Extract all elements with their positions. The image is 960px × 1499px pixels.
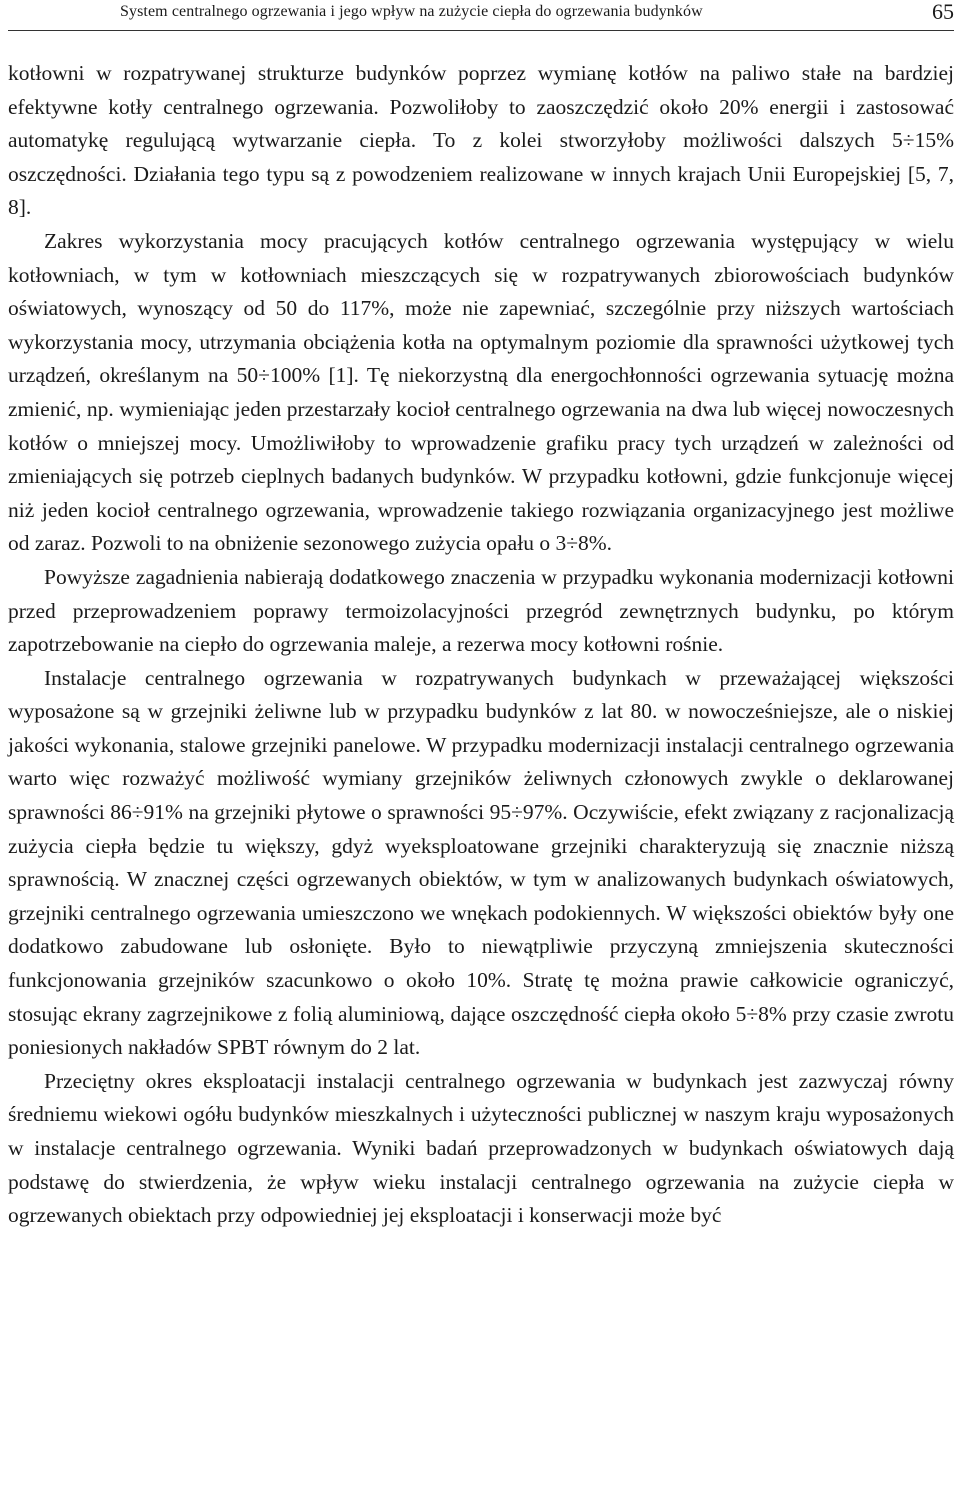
body-text	[8, 57, 954, 1233]
running-title: System centralnego ogrzewania i jego wpływ na zużycie ciepła do ogrzewania budynków	[120, 3, 703, 20]
paragraph-radiators: Instalacje centralnego ogrzewania w rozpatrywanych budynkach w przeważającej większości wyposażone są w grzejniki żeliwne lub w przypadku budynków z lat 80. w nowocześniejsze, ale o niskiej jakości wykonania, stalowe grzejniki panelowe. W przypadku modernizacji instalacji centralnego ogrzewania warto więc rozważyć możliwość wymiany grzejników żeliwnych członowych zwykle o deklarowanej sprawności 86÷91% na grzejniki płytowe o sprawności 95÷97%. Oczywiście, efekt związany z racjonalizacją zużycia ciepła będzie tu większy, gdyż wyeksploatowane grzejniki charakteryzują się znacznie niższą sprawnością. W znacznej części ogrzewanych obiektów, w tym w analizowanych budynkach oświatowych, grzejniki centralnego ogrzewania umieszczono we wnękach podokiennych. W większości obiektów były one dodatkowo zabudowane lub osłonięte. Było to niewątpliwie przyczyną zmniejszenia skuteczności funkcjonowania grzejników szacunkowo o około 10%. Stratę tę można prawie całkowicie ograniczyć, stosując ekrany zagrzejnikowe z folią aluminiową, dające oszczędność ciepła około 5÷8% przy czasie zwrotu poniesionych nakładów SPBT równym do 2 lat.	[8, 665, 954, 1060]
running-header	[8, 0, 954, 31]
paragraph-modernization: Powyższe zagadnienia nabierają dodatkowego znaczenia w przypadku wykonania modernizacji kotłowni przed przeprowadzeniem poprawy termoizolacyjności przegród zewnętrznych budynku, po którym zapotrzebowanie na ciepło do ogrzewania maleje, a rezerwa mocy kotłowni rośnie.	[8, 564, 954, 657]
paragraph-continuation: kotłowni w rozpatrywanej strukturze budynków poprzez wymianę kotłów na paliwo stałe na bardziej efektywne kotły centralnego ogrzewania. Pozwoliłoby to zaoszczędzić około 20% energii i zastosować automatykę regulującą wytwarzanie ciepła. To z kolei stworzyłoby możliwości dalszych 5÷15% oszczędności. Działania tego typu są z powodzeniem realizowane w innych krajach Unii Europejskiej [5, 7, 8].	[8, 61, 954, 220]
paragraph-boiler-capacity: Zakres wykorzystania mocy pracujących kotłów centralnego ogrzewania występujący w wielu kotłowniach, w tym w kotłowniach mieszczących się w rozpatrywanych zbiorowościach budynków oświatowych, wynoszący od 50 do 117%, może nie zapewniać, szczególnie przy niższych wartościach wykorzystania mocy, utrzymania obciążenia kotła na optymalnym poziomie dla sprawności użytkowej tych urządzeń, określanym na 50÷100% [1]. Tę niekorzystną dla energochłonności ogrzewania sytuację można zmienić, np. wymieniając jeden przestarzały kocioł centralnego ogrzewania na dwa lub więcej nowoczesnych kotłów o mniejszej mocy. Umożliwiłoby to wprowadzenie grafiku pracy tych urządzeń w zależności od zmieniających się potrzeb cieplnych badanych budynków. W przypadku kotłowni, gdzie funkcjonuje więcej niż jeden kocioł centralnego ogrzewania, wprowadzenie takiego rozwiązania organizacyjnego jest możliwe od zaraz. Pozwoli to na obniżenie sezonowego zużycia opału o 3÷8%.	[8, 228, 954, 556]
paragraph-service-life: Przeciętny okres eksploatacji instalacji centralnego ogrzewania w budynkach jest zazwyczaj równy średniemu wiekowi ogółu budynków mieszkalnych i użyteczności publicznej w naszym kraju wyposażonych w instalacje centralnego ogrzewania. Wyniki badań przeprowadzonych w budynkach oświatowych dają podstawę do stwierdzenia, że wpływ wieku instalacji centralnego ogrzewania na zużycie ciepła w ogrzewanych obiektach przy odpowiedniej jej eksploatacji i konserwacji może być	[8, 1068, 954, 1228]
page-number: 65	[932, 0, 954, 24]
